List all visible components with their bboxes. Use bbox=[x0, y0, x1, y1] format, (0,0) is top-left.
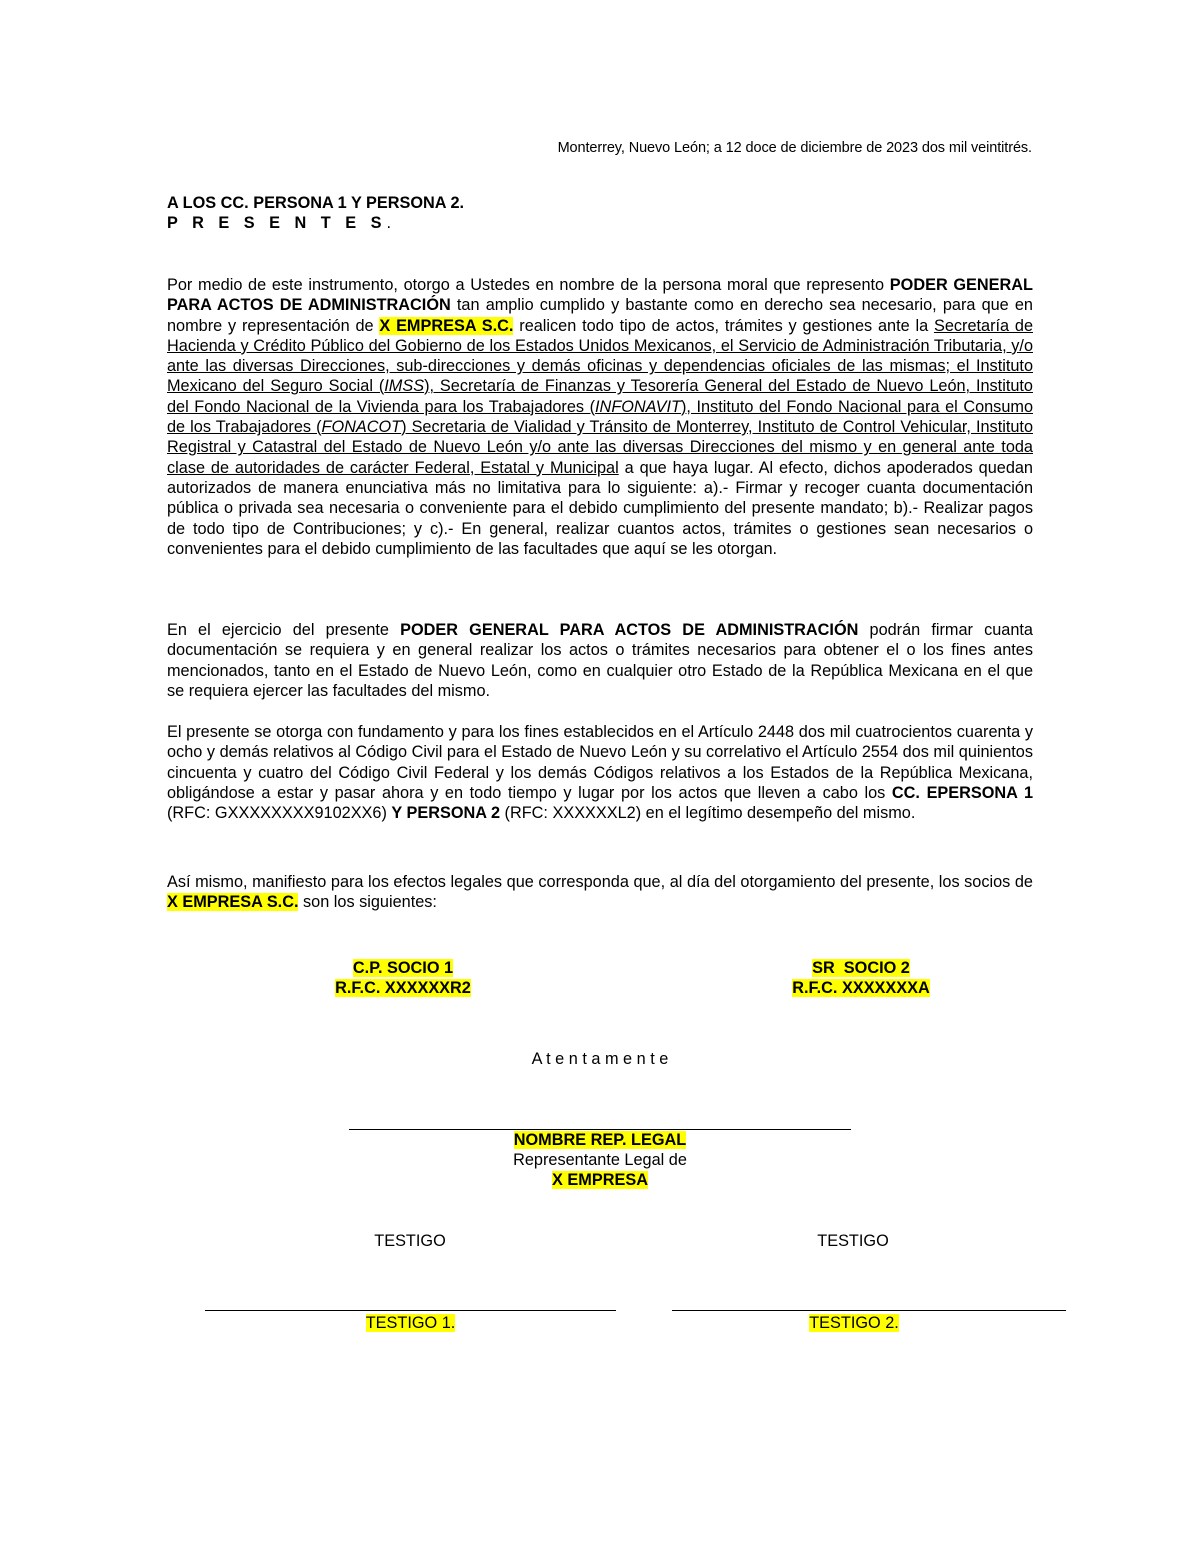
partner-1-name: C.P. SOCIO 1 bbox=[352, 959, 454, 977]
p1-infonavit: INFONAVIT bbox=[595, 397, 681, 416]
date-line: Monterrey, Nuevo León; a 12 doce de diciembre de 2023 dos mil veintitrés. bbox=[557, 140, 1032, 156]
witness-1-block bbox=[205, 1313, 616, 1333]
p2-power-title: PODER GENERAL PARA ACTOS DE ADMINISTRACIÓN bbox=[400, 621, 859, 639]
p1-text-3: realicen todo tipo de actos, trámites y gestiones ante la bbox=[513, 316, 934, 335]
p3-person-1: CC. EPERSONA 1 bbox=[891, 783, 1033, 802]
addressee bbox=[167, 193, 464, 233]
closing-salutation: A t e n t a m e n t e bbox=[531, 1050, 669, 1068]
p1-company-name: X EMPRESA S.C. bbox=[379, 316, 514, 335]
presentes-text: P R E S E N T E S bbox=[167, 214, 387, 232]
addressee-line: A LOS CC. PERSONA 1 Y PERSONA 2. bbox=[167, 194, 465, 212]
p1-imss: IMSS bbox=[384, 377, 425, 396]
paragraph-partners bbox=[167, 872, 1033, 913]
witness-2-block bbox=[672, 1313, 1036, 1333]
p1-authorities-2: ), Secretaría de Finanzas y Tesorería General del Estado de Nuevo León, Instituto del Fondo Nacional de la Vivienda para los Trabajadores ( bbox=[167, 377, 1033, 416]
p2-text-1: En el ejercicio del presente bbox=[167, 621, 401, 639]
p4-text-2: son los siguientes: bbox=[298, 893, 437, 912]
witness-2-heading: TESTIGO bbox=[817, 1232, 889, 1250]
witness-2-name: TESTIGO 2. bbox=[809, 1314, 899, 1332]
witness-1-heading: TESTIGO bbox=[374, 1232, 446, 1250]
p4-text-1: Así mismo, manifiesto para los efectos legales que corresponda que, al día del otorgamiento del presente, los socios de bbox=[167, 873, 1033, 891]
partner-2-rfc: R.F.C. XXXXXXXA bbox=[792, 979, 930, 997]
presentes-line bbox=[167, 213, 464, 233]
legal-rep-name: NOMBRE REP. LEGAL bbox=[513, 1131, 687, 1149]
p1-text-2: tan amplio cumplido y bastante como en derecho sea necesario, para que en nombre y representación de bbox=[167, 296, 1033, 335]
partner-1-rfc: R.F.C. XXXXXXR2 bbox=[335, 979, 471, 997]
p1-authorities-1: Secretaría de Hacienda y Crédito Público del Gobierno de los Estados Unidos Mexicanos, el Servicio de Administración Tributaria, y/o ante las diversas Direcciones, sub-direcciones y demás oficinas y dependencias oficiales de las mismas; el Instituto Mexicano del Seguro Social ( bbox=[167, 316, 1033, 396]
p3-text-1: El presente se otorga con fundamento y para los fines establecidos en el Artículo 2448 dos mil cuatrocientos cuarenta y ocho y demás relativos al Código Civil para el Estado de Nuevo León y su correlativo el Artículo 2554 dos mil quinientos cincuenta y cuatro del Código Civil Federal y los demás Códigos relativos a los Estados de la República Mexicana, obligándose a estar y pasar ahora y en todo tiempo y lugar por los actos que lleven a cabo los bbox=[167, 723, 1033, 802]
presentes-period: . bbox=[386, 214, 392, 232]
paragraph-exercise bbox=[167, 620, 1033, 701]
partner-2-name: SR SOCIO 2 bbox=[812, 959, 910, 977]
p3-rfc-1: (RFC: GXXXXXXXX9102XX6) bbox=[167, 804, 392, 823]
p4-company-name: X EMPRESA S.C. bbox=[167, 893, 299, 912]
witness-1-signature-line bbox=[205, 1310, 616, 1311]
p1-power-title: PODER GENERAL PARA ACTOS DE ADMINISTRACIÓN bbox=[167, 276, 1033, 315]
paragraph-legal-basis bbox=[167, 722, 1033, 823]
p1-text-4: a que haya lugar. Al efecto, dichos apoderados quedan autorizados de manera enunciativa más no limitativa para lo siguiente: a).- Firmar y recoger cuanta documentación pública o privada sea necesaria o conveniente para el debido cumplimiento del presente mandato; b).- Realizar pagos de todo tipo de Contribuciones; y c).- En general, realizar cuantos actos, trámites o gestiones sean necesarios o convenientes para el debido cumplimiento de las facultades que aquí se les otorgan. bbox=[167, 458, 1033, 558]
p1-fonacot: FONACOT bbox=[321, 418, 402, 437]
partner-2 bbox=[708, 958, 1014, 998]
partner-1 bbox=[250, 958, 556, 998]
legal-rep-role: Representante Legal de bbox=[513, 1151, 687, 1169]
p1-authorities-4: ) Secretaria de Vialidad y Tránsito de Monterrey, Instituto de Control Vehicular, Instituto Registral y Catastral del Estado de Nuevo León y/o ante las diversas Direcciones del mismo y en general ante toda clase de autoridades de carácter Federal, Estatal y Municipal bbox=[167, 418, 1033, 477]
legal-rep-company: X EMPRESA bbox=[552, 1171, 648, 1189]
p2-text-2: podrán firmar cuanta documentación se requiera y en general realizar los actos o trámites necesarios para obtener el o los fines antes mencionados, tanto en el Estado de Nuevo León, como en cualquier otro Estado de la República Mexicana en el que se requiera ejercer las facultades del mismo. bbox=[167, 621, 1033, 700]
paragraph-grant-of-power bbox=[167, 275, 1033, 559]
legal-rep-block bbox=[349, 1130, 851, 1190]
p3-text-3: (RFC: XXXXXXL2) en el legítimo desempeño del mismo. bbox=[500, 804, 916, 823]
p3-person-2: Y PERSONA 2 bbox=[391, 804, 501, 823]
witness-1-name: TESTIGO 1. bbox=[365, 1314, 456, 1332]
witness-2-signature-line bbox=[672, 1310, 1066, 1311]
p1-text-1: Por medio de este instrumento, otorgo a Ustedes en nombre de la persona moral que represento bbox=[167, 276, 890, 294]
p1-authorities-3: ), Instituto del Fondo Nacional para el Consumo de los Trabajadores ( bbox=[167, 397, 1033, 437]
